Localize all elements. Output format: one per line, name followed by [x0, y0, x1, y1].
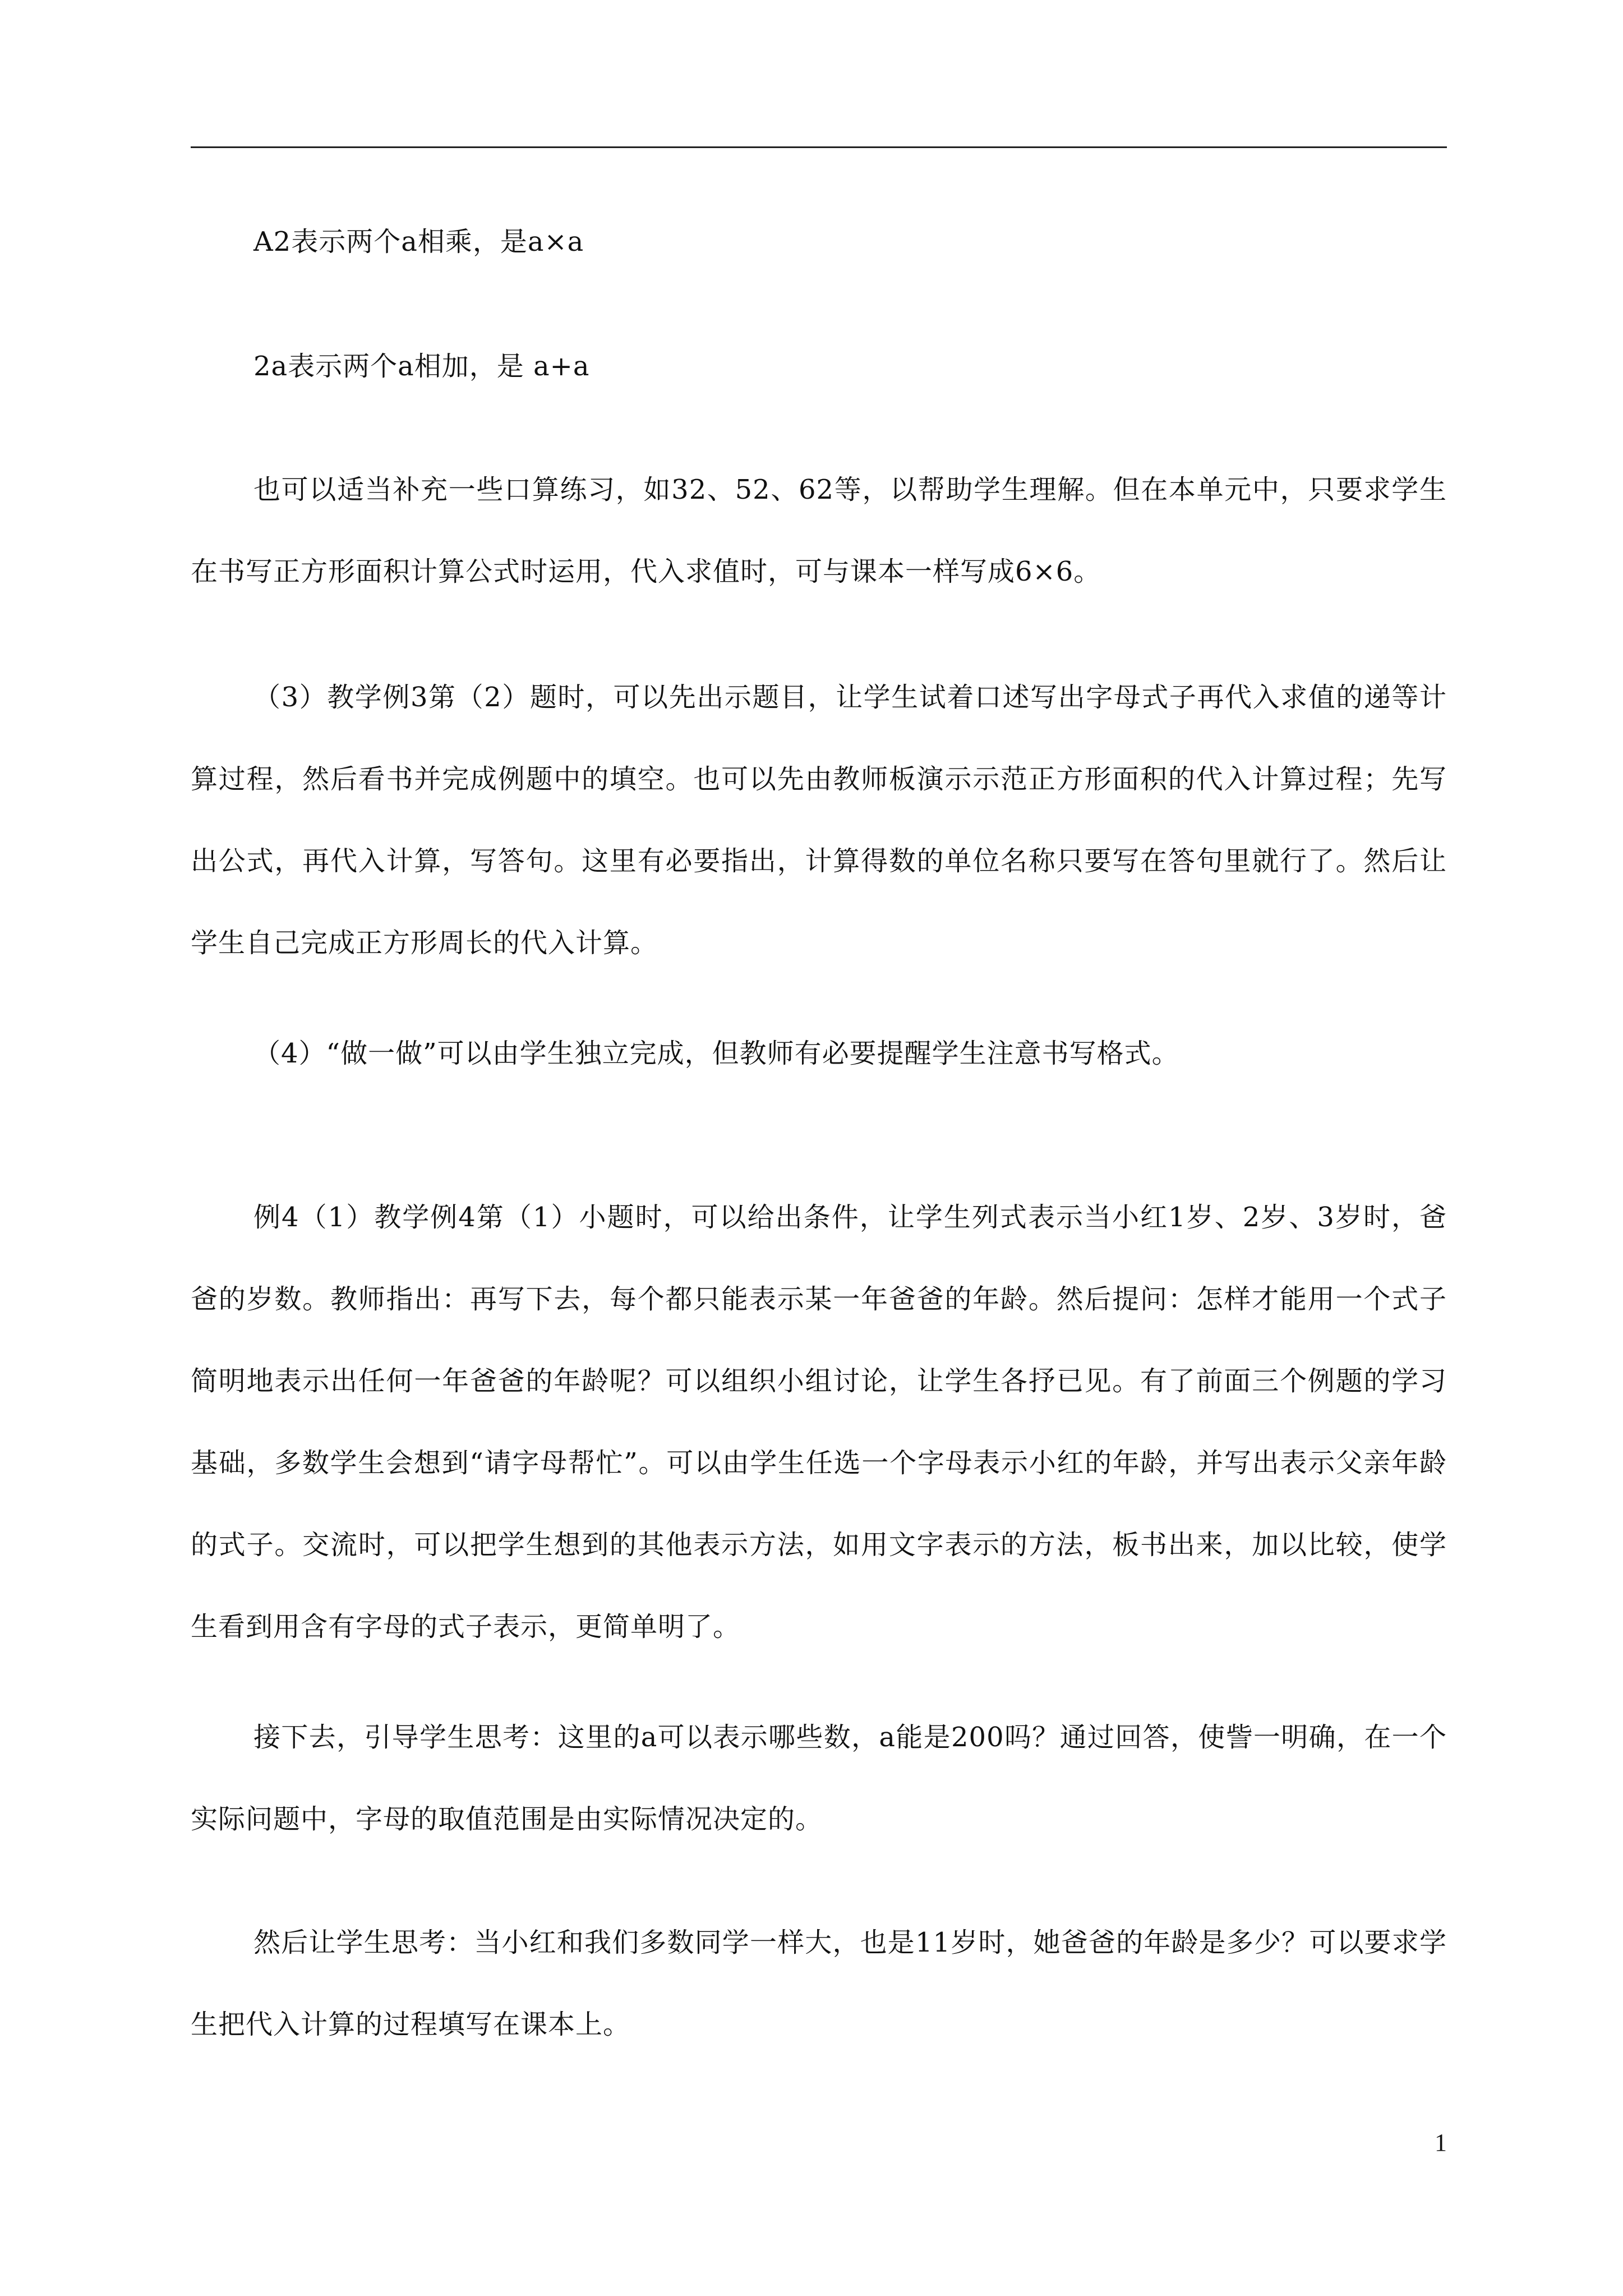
header-rule [191, 146, 1447, 148]
paragraph-2: 2a表示两个a相加，是 a+a [253, 351, 590, 382]
paragraph-7: 接下去，引导学生思考：这里的a可以表示哪些数，a能是200吗？通过回答，使訾一明确，在一个实际问题中，字母的取值范围是由实际情况决定的。 [191, 1722, 1447, 1835]
page-number: 1 [1435, 2129, 1447, 2156]
paragraph-5: （4）“做一做”可以由学生独立完成，但教师有必要提醒学生注意书写格式。 [253, 1038, 1179, 1069]
paragraph-8: 然后让学生思考：当小红和我们多数同学一样大，也是11岁时，她爸爸的年龄是多少？可以要求学生把代入计算的过程填写在课本上。 [191, 1927, 1447, 2040]
paragraph-1: A2表示两个a相乘，是a×a [253, 226, 584, 257]
paragraph-6: 例4（1）教学例4第（1）小题时，可以给出条件，让学生列式表示当小红1岁、2岁、3岁时，爸爸的岁数。教师指出：再写下去，每个都只能表示某一年爸爸的年龄。然后提问：怎样才能用一个式子简明地表示出任何一年爸爸的年龄呢？可以组织小组讨论，让学生各抒已见。有了前面三个例题的学习基础，多数学生会想到“请字母帮忙”。可以由学生任选一个字母表示小红的年龄，并写出表示父亲年龄的式子。交流时，可以把学生想到的其他表示方法，如用文字表示的方法，板书出来，加以比较，使学生看到用含有字母的式子表示，更简单明了。 [191, 1202, 1447, 1642]
paragraph-4: （3）教学例3第（2）题时，可以先出示题目，让学生试着口述写出字母式子再代入求值的递等计算过程，然后看书并完成例题中的填空。也可以先由教师板演示示范正方形面积的代入计算过程；先写出公式，再代入计算，写答句。这里有必要指出，计算得数的单位名称只要写在答句里就行了。然后让学生自己完成正方形周长的代入计算。 [191, 682, 1447, 959]
paragraph-3: 也可以适当补充一些口算练习，如32、52、62等，以帮助学生理解。但在本单元中，只要求学生在书写正方形面积计算公式时运用，代入求值时，可与课本一样写成6×6。 [191, 474, 1447, 587]
